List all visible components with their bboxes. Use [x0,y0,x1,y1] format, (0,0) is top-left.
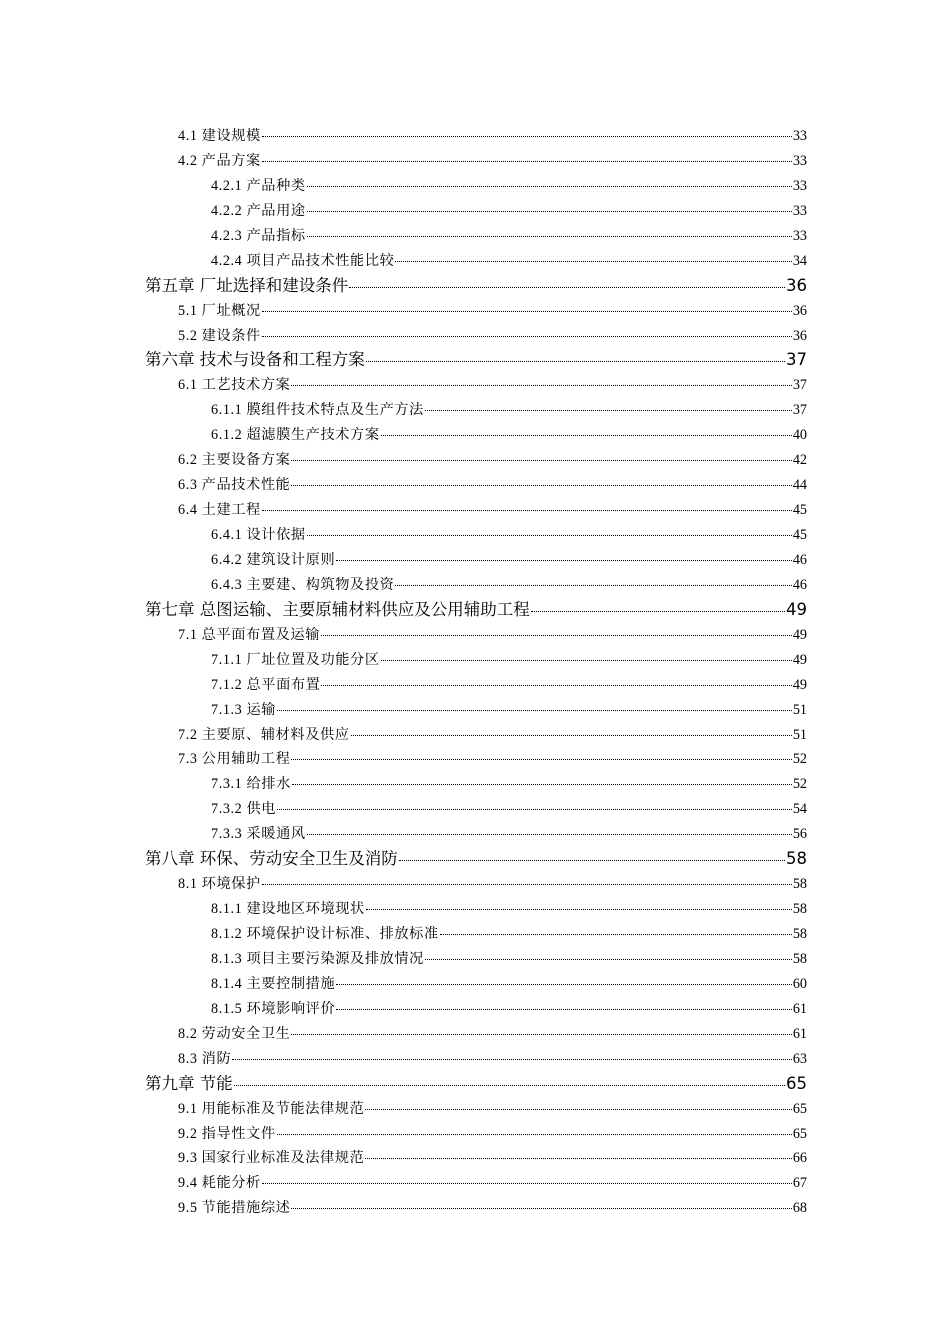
toc-entry-page-number: 36 [792,327,807,344]
dot-leader [395,261,791,262]
toc-entry-page-number: 52 [792,751,807,768]
toc-section-entry[interactable] [145,373,807,398]
toc-entry-title: 第七章 总图运输、主要原辅材料供应及公用辅助工程 [145,599,530,619]
toc-section-entry[interactable] [145,124,807,149]
toc-entry-title: 4.2.2 产品用途 [211,202,306,219]
dot-leader [262,510,792,511]
toc-entry-page-number: 34 [792,252,807,269]
toc-section-entry[interactable] [145,1196,807,1221]
toc-entry-title: 4.1 建设规模 [178,128,261,144]
toc-entry-page-number: 49 [786,599,807,619]
toc-section-entry[interactable] [145,473,807,498]
dot-leader [307,535,792,536]
toc-entry-title: 7.3.1 给排水 [211,776,291,793]
toc-entry-title: 8.3 消防 [178,1050,232,1067]
toc-chapter-entry[interactable] [145,847,807,872]
dot-leader [349,287,785,288]
toc-entry-title: 9.5 节能措施综述 [178,1200,291,1217]
toc-entry-page-number: 33 [792,128,807,144]
toc-entry-page-number: 65 [792,1125,807,1142]
toc-entry-title: 6.4.1 设计依据 [211,527,306,543]
toc-entry-title: 第六章 技术与设备和工程方案 [145,350,365,370]
toc-subsection-entry[interactable] [145,423,807,448]
toc-entry-title: 第八章 环保、劳动安全卫生及消防 [145,849,398,869]
toc-entry-page-number: 45 [792,527,807,543]
toc-entry-title: 7.3 公用辅助工程 [178,751,291,768]
dot-leader [291,460,791,461]
toc-entry-page-number: 61 [792,1025,807,1042]
dot-leader [291,485,791,486]
toc-entry-page-number: 54 [792,801,807,818]
toc-section-entry[interactable] [145,723,807,748]
dot-leader [381,660,792,661]
toc-section-entry[interactable] [145,498,807,523]
toc-entry-page-number: 58 [792,926,807,942]
toc-entry-page-number: 68 [792,1200,807,1217]
toc-subsection-entry[interactable] [145,997,807,1022]
dot-leader [262,136,792,137]
toc-section-entry[interactable] [145,324,807,349]
dot-leader [262,161,792,162]
toc-entry-page-number: 65 [786,1073,807,1093]
toc-entry-page-number: 60 [792,975,807,992]
toc-entry-page-number: 56 [792,826,807,843]
toc-section-entry[interactable] [145,1171,807,1196]
toc-entry-page-number: 36 [792,302,807,319]
toc-subsection-entry[interactable] [145,897,807,922]
dot-leader [277,1134,792,1135]
dot-leader [262,884,792,885]
toc-entry-title: 8.2 劳动安全卫生 [178,1025,291,1042]
toc-entry-title: 7.1.3 运输 [211,701,277,718]
toc-entry-title: 8.1.1 建设地区环境现状 [211,901,365,918]
dot-leader [232,1059,792,1060]
toc-entry-page-number: 67 [792,1175,807,1192]
toc-entry-page-number: 61 [792,1000,807,1017]
toc-entry-title: 9.3 国家行业标准及法律规范 [178,1150,365,1167]
toc-entry-page-number: 46 [792,551,807,568]
dot-leader [292,784,792,785]
toc-entry-page-number: 51 [792,701,807,718]
toc-subsection-entry[interactable] [145,199,807,224]
toc-entry-title: 7.2 主要原、辅材料及供应 [178,726,350,743]
dot-leader [307,236,792,237]
toc-entry-page-number: 37 [792,402,807,419]
toc-entry-title: 4.2.4 项目产品技术性能比较 [211,252,395,269]
dot-leader [262,1183,792,1184]
dot-leader [365,1109,791,1110]
toc-entry-page-number: 44 [792,477,807,494]
toc-entry-page-number: 33 [792,177,807,194]
dot-leader [336,1009,792,1010]
toc-subsection-entry[interactable] [145,523,807,548]
dot-leader [381,435,792,436]
toc-entry-page-number: 33 [792,227,807,244]
dot-leader [399,860,785,861]
toc-subsection-entry[interactable] [145,224,807,249]
toc-entry-page-number: 37 [786,350,807,370]
toc-section-entry[interactable] [145,872,807,897]
toc-subsection-entry[interactable] [145,548,807,573]
toc-subsection-entry[interactable] [145,249,807,274]
dot-leader [321,685,791,686]
toc-entry-page-number: 58 [786,849,807,869]
dot-leader [366,361,785,362]
toc-subsection-entry[interactable] [145,673,807,698]
toc-entry-title: 4.2.3 产品指标 [211,227,306,244]
toc-subsection-entry[interactable] [145,698,807,723]
toc-section-entry[interactable] [145,1097,807,1122]
dot-leader [291,1034,791,1035]
toc-entry-title: 6.1.1 膜组件技术特点及生产方法 [211,402,424,419]
toc-entry-title: 8.1.4 主要控制措施 [211,975,336,992]
dot-leader [277,809,792,810]
toc-entry-title: 7.3.2 供电 [211,801,277,818]
toc-entry-title: 6.4 土建工程 [178,502,261,519]
toc-subsection-entry[interactable] [145,398,807,423]
toc-entry-page-number: 46 [792,576,807,593]
toc-entry-title: 6.1.2 超滤膜生产技术方案 [211,427,380,444]
dot-leader [291,385,791,386]
toc-section-entry[interactable] [145,299,807,324]
dot-leader [366,909,792,910]
dot-leader [262,336,792,337]
toc-entry-page-number: 42 [792,452,807,469]
toc-entry-page-number: 65 [792,1100,807,1117]
toc-subsection-entry[interactable] [145,573,807,598]
toc-entry-page-number: 45 [792,502,807,519]
toc-subsection-entry[interactable] [145,772,807,797]
toc-chapter-entry[interactable] [145,348,807,373]
toc-entry-page-number: 49 [792,626,807,643]
toc-entry-title: 5.1 厂址概况 [178,302,261,319]
toc-section-entry[interactable] [145,448,807,473]
toc-entry-page-number: 63 [792,1050,807,1067]
toc-entry-page-number: 49 [792,651,807,668]
dot-leader [351,735,792,736]
toc-chapter-entry[interactable] [145,598,807,623]
toc-subsection-entry[interactable] [145,174,807,199]
toc-section-entry[interactable] [145,1146,807,1171]
toc-entry-title: 第五章 厂址选择和建设条件 [145,275,349,295]
dot-leader [531,611,785,612]
toc-entry-page-number: 33 [792,152,807,169]
dot-leader [321,635,792,636]
toc-entry-page-number: 33 [792,202,807,219]
dot-leader [425,410,792,411]
dot-leader [307,211,792,212]
toc-entry-title: 5.2 建设条件 [178,327,261,344]
dot-leader [365,1158,791,1159]
toc-chapter-entry[interactable] [145,1072,807,1097]
toc-entry-title: 6.4.2 建筑设计原则 [211,551,336,568]
toc-entry-title: 7.3.3 采暖通风 [211,826,306,843]
toc-section-entry[interactable] [145,1047,807,1072]
toc-section-entry[interactable] [145,149,807,174]
toc-entry-title: 8.1.2 环境保护设计标准、排放标准 [211,926,439,942]
toc-entry-page-number: 58 [792,950,807,967]
toc-entry-title: 6.4.3 主要建、构筑物及投资 [211,576,395,593]
toc-entry-title: 7.1 总平面布置及运输 [178,626,320,643]
toc-entry-page-number: 40 [792,427,807,444]
toc-subsection-entry[interactable] [145,822,807,847]
dot-leader [307,834,792,835]
toc-subsection-entry[interactable] [145,797,807,822]
dot-leader [336,560,792,561]
toc-subsection-entry[interactable] [145,972,807,997]
toc-entry-title: 4.2 产品方案 [178,152,261,169]
toc-entry-title: 6.2 主要设备方案 [178,452,291,469]
dot-leader [291,759,791,760]
dot-leader [262,311,792,312]
toc-entry-title: 6.1 工艺技术方案 [178,377,291,394]
toc-entry-page-number: 58 [792,901,807,918]
dot-leader [291,1208,791,1209]
toc-entry-page-number: 66 [792,1150,807,1167]
dot-leader [234,1085,785,1086]
toc-section-entry[interactable] [145,1022,807,1047]
toc-entry-title: 9.2 指导性文件 [178,1125,276,1142]
toc-entry-title: 7.1.1 厂址位置及功能分区 [211,651,380,668]
toc-entry-title: 第九章 节能 [145,1073,233,1093]
toc-section-entry[interactable] [145,1122,807,1147]
toc-entry-page-number: 37 [792,377,807,394]
toc-entry-title: 8.1.3 项目主要污染源及排放情况 [211,950,424,967]
toc-chapter-entry[interactable] [145,274,807,299]
dot-leader [307,186,792,187]
toc-entry-page-number: 51 [792,726,807,743]
toc-entry-title: 7.1.2 总平面布置 [211,676,321,693]
toc-entry-title: 9.4 耗能分析 [178,1175,261,1192]
toc-entry-title: 8.1 环境保护 [178,876,261,893]
toc-entry-title: 6.3 产品技术性能 [178,477,291,494]
toc-entry-title: 8.1.5 环境影响评价 [211,1000,336,1017]
dot-leader [395,585,791,586]
toc-subsection-entry[interactable] [145,648,807,673]
dot-leader [277,710,792,711]
toc-subsection-entry[interactable] [145,922,807,947]
toc-section-entry[interactable] [145,747,807,772]
toc-entry-page-number: 52 [792,776,807,793]
table-of-contents [145,124,807,1221]
dot-leader [425,959,792,960]
dot-leader [440,934,792,935]
toc-entry-page-number: 36 [786,275,807,295]
toc-entry-title: 4.2.1 产品种类 [211,177,306,194]
dot-leader [336,984,792,985]
toc-entry-page-number: 49 [792,676,807,693]
toc-subsection-entry[interactable] [145,947,807,972]
toc-section-entry[interactable] [145,623,807,648]
toc-entry-title: 9.1 用能标准及节能法律规范 [178,1100,365,1117]
toc-entry-page-number: 58 [792,876,807,893]
